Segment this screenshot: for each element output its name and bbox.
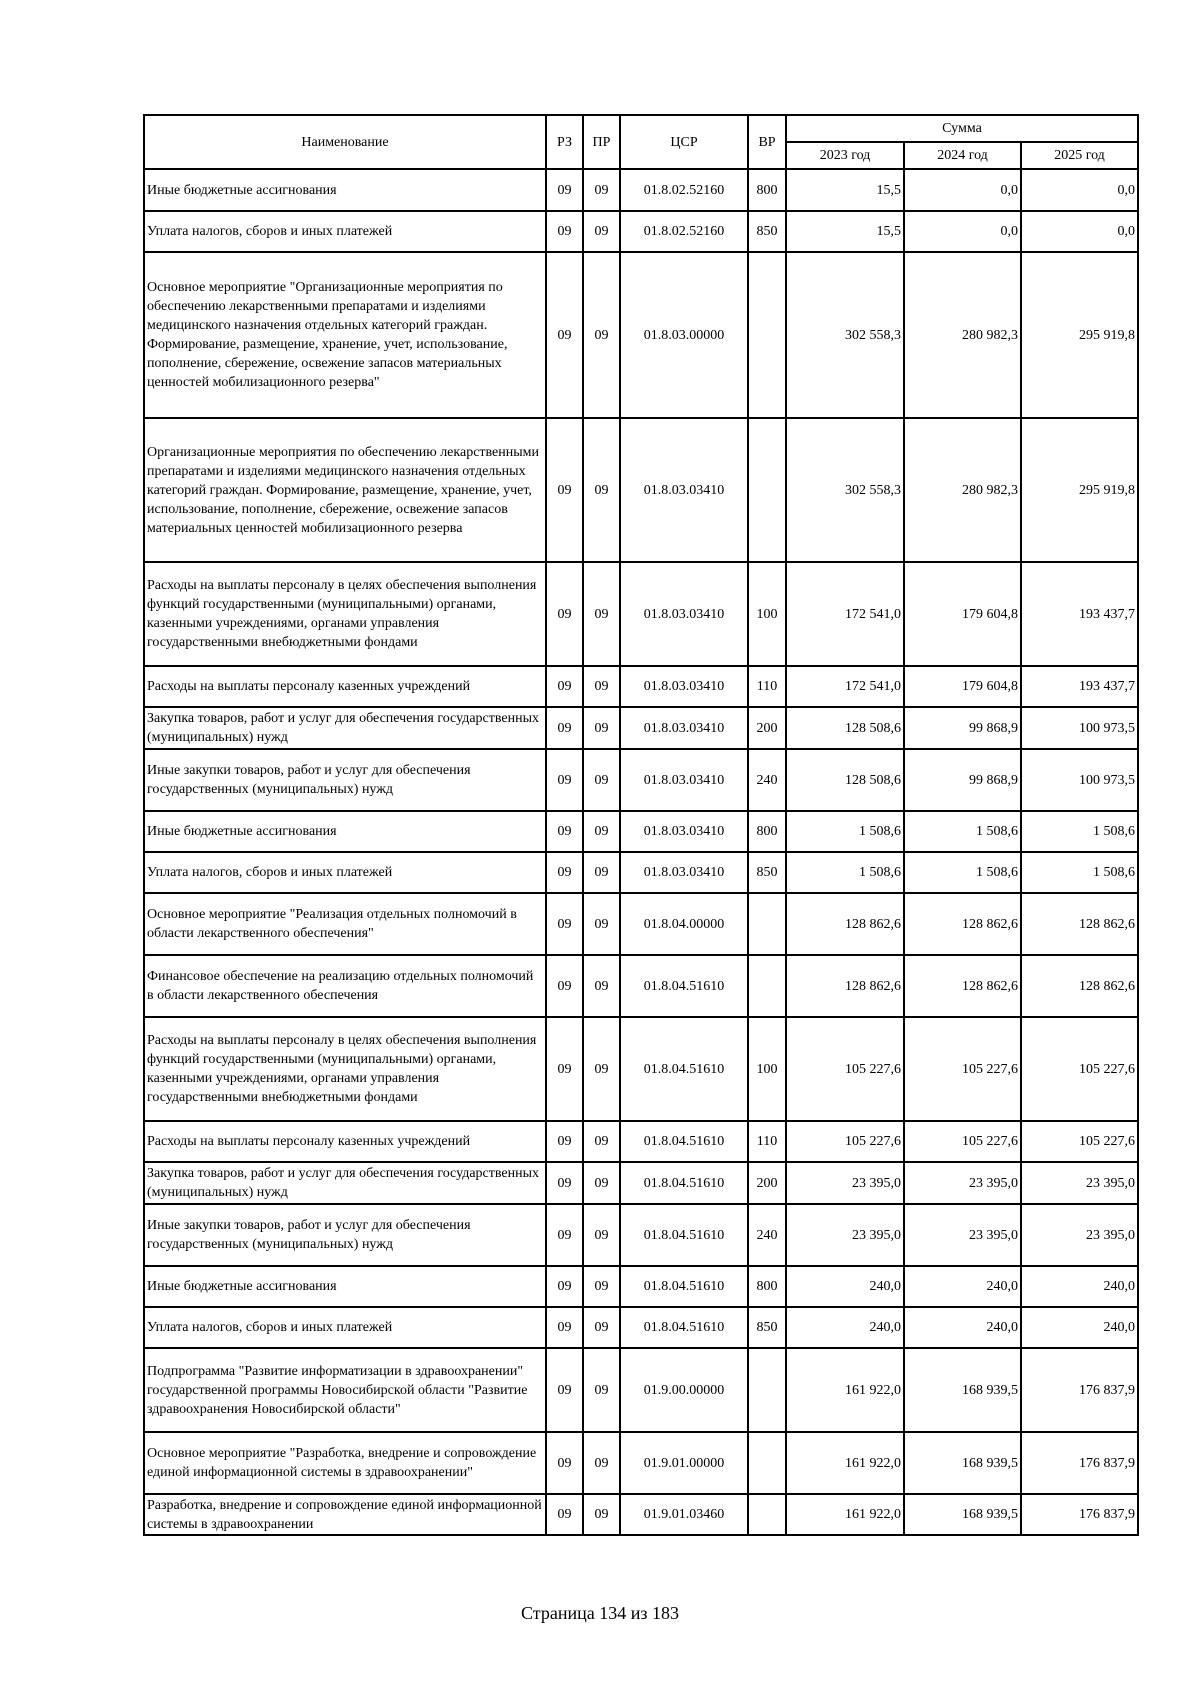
cell-csr: 01.8.03.03410 (620, 852, 748, 893)
cell-name: Иные бюджетные ассигнования (144, 169, 546, 211)
cell-sum-2025: 105 227,6 (1021, 1121, 1138, 1162)
cell-pr: 09 (583, 1307, 620, 1348)
cell-sum-2024: 168 939,5 (904, 1494, 1021, 1535)
cell-name: Иные бюджетные ассигнования (144, 811, 546, 852)
cell-csr: 01.8.03.03410 (620, 749, 748, 811)
cell-pr: 09 (583, 749, 620, 811)
cell-sum-2025: 193 437,7 (1021, 666, 1138, 707)
cell-sum-2024: 1 508,6 (904, 852, 1021, 893)
table-row (144, 1204, 1138, 1266)
cell-name: Расходы на выплаты персоналу казенных учреждений (144, 1121, 546, 1162)
cell-vr: 240 (748, 1204, 786, 1266)
cell-sum-2023: 172 541,0 (786, 666, 904, 707)
cell-sum-2024: 240,0 (904, 1266, 1021, 1307)
table-row (144, 666, 1138, 707)
cell-sum-2024: 168 939,5 (904, 1432, 1021, 1494)
cell-vr: 100 (748, 1017, 786, 1121)
cell-csr: 01.8.04.51610 (620, 1307, 748, 1348)
table-row (144, 252, 1138, 418)
header-sum: Сумма (786, 115, 1138, 142)
cell-sum-2024: 128 862,6 (904, 955, 1021, 1017)
cell-sum-2023: 240,0 (786, 1307, 904, 1348)
cell-csr: 01.9.00.00000 (620, 1348, 748, 1432)
cell-sum-2024: 99 868,9 (904, 749, 1021, 811)
header-year-2025: 2025 год (1021, 142, 1138, 169)
cell-name: Уплата налогов, сборов и иных платежей (144, 211, 546, 252)
cell-name: Организационные мероприятия по обеспечению лекарственными препаратами и изделиями медицинского назначения отдельных категорий граждан. Формирование, размещение, хранение, учет, использование, пополнение, сбережение, освежение запасов материальных ценностей мобилизационного резерва (144, 418, 546, 562)
cell-sum-2024: 179 604,8 (904, 562, 1021, 666)
cell-name: Финансовое обеспечение на реализацию отдельных полномочий в области лекарственного обеспечения (144, 955, 546, 1017)
cell-sum-2024: 280 982,3 (904, 252, 1021, 418)
cell-sum-2024: 99 868,9 (904, 707, 1021, 749)
cell-csr: 01.8.04.51610 (620, 1266, 748, 1307)
cell-pr: 09 (583, 1348, 620, 1432)
cell-rz: 09 (546, 955, 583, 1017)
cell-vr (748, 1348, 786, 1432)
cell-csr: 01.8.03.03410 (620, 562, 748, 666)
cell-vr: 200 (748, 1162, 786, 1204)
cell-csr: 01.8.04.51610 (620, 955, 748, 1017)
cell-pr: 09 (583, 211, 620, 252)
cell-sum-2023: 161 922,0 (786, 1348, 904, 1432)
table-row (144, 1266, 1138, 1307)
cell-sum-2024: 1 508,6 (904, 811, 1021, 852)
cell-name: Основное мероприятие "Организационные мероприятия по обеспечению лекарственными препаратами и изделиями медицинского назначения отдельных категорий граждан. Формирование, размещение, хранение, учет, использование, пополнение, сбережение, освежение запасов материальных ценностей мобилизационного резерва" (144, 252, 546, 418)
table-row (144, 1307, 1138, 1348)
cell-pr: 09 (583, 1266, 620, 1307)
header-year-2023: 2023 год (786, 142, 904, 169)
cell-sum-2024: 280 982,3 (904, 418, 1021, 562)
cell-rz: 09 (546, 666, 583, 707)
cell-pr: 09 (583, 1432, 620, 1494)
cell-csr: 01.8.03.03410 (620, 707, 748, 749)
cell-sum-2023: 240,0 (786, 1266, 904, 1307)
cell-csr: 01.8.04.51610 (620, 1162, 748, 1204)
cell-name: Разработка, внедрение и сопровождение единой информационной системы в здравоохранении (144, 1494, 546, 1535)
cell-rz: 09 (546, 1266, 583, 1307)
cell-pr: 09 (583, 1162, 620, 1204)
cell-sum-2023: 128 862,6 (786, 955, 904, 1017)
cell-rz: 09 (546, 1121, 583, 1162)
cell-sum-2025: 23 395,0 (1021, 1162, 1138, 1204)
header-pr: ПР (583, 115, 620, 169)
cell-vr: 850 (748, 211, 786, 252)
cell-pr: 09 (583, 1017, 620, 1121)
table-body (144, 169, 1138, 1535)
cell-vr (748, 1494, 786, 1535)
cell-vr: 850 (748, 1307, 786, 1348)
table-row (144, 955, 1138, 1017)
cell-vr (748, 252, 786, 418)
table-row (144, 1494, 1138, 1535)
cell-sum-2024: 0,0 (904, 169, 1021, 211)
cell-pr: 09 (583, 852, 620, 893)
cell-pr: 09 (583, 1204, 620, 1266)
cell-sum-2025: 1 508,6 (1021, 852, 1138, 893)
cell-pr: 09 (583, 666, 620, 707)
cell-sum-2023: 105 227,6 (786, 1017, 904, 1121)
cell-vr: 110 (748, 1121, 786, 1162)
cell-sum-2025: 128 862,6 (1021, 955, 1138, 1017)
cell-csr: 01.8.03.03410 (620, 811, 748, 852)
cell-csr: 01.8.04.51610 (620, 1017, 748, 1121)
cell-sum-2023: 128 862,6 (786, 893, 904, 955)
cell-pr: 09 (583, 418, 620, 562)
table-row (144, 852, 1138, 893)
cell-sum-2025: 240,0 (1021, 1307, 1138, 1348)
cell-sum-2025: 100 973,5 (1021, 707, 1138, 749)
cell-sum-2023: 105 227,6 (786, 1121, 904, 1162)
cell-sum-2023: 172 541,0 (786, 562, 904, 666)
cell-sum-2025: 240,0 (1021, 1266, 1138, 1307)
cell-rz: 09 (546, 211, 583, 252)
cell-rz: 09 (546, 1017, 583, 1121)
cell-vr: 800 (748, 1266, 786, 1307)
cell-sum-2023: 15,5 (786, 169, 904, 211)
cell-sum-2024: 128 862,6 (904, 893, 1021, 955)
cell-pr: 09 (583, 811, 620, 852)
cell-pr: 09 (583, 893, 620, 955)
cell-pr: 09 (583, 562, 620, 666)
cell-rz: 09 (546, 418, 583, 562)
cell-sum-2025: 193 437,7 (1021, 562, 1138, 666)
cell-name: Подпрограмма "Развитие информатизации в здравоохранении" государственной программы Новосибирской области "Развитие здравоохранения Новосибирской области" (144, 1348, 546, 1432)
cell-sum-2025: 176 837,9 (1021, 1494, 1138, 1535)
cell-sum-2023: 128 508,6 (786, 707, 904, 749)
cell-name: Иные бюджетные ассигнования (144, 1266, 546, 1307)
cell-csr: 01.8.04.51610 (620, 1121, 748, 1162)
cell-csr: 01.9.01.00000 (620, 1432, 748, 1494)
page-number: Страница 134 из 183 (521, 1603, 679, 1623)
cell-csr: 01.9.01.03460 (620, 1494, 748, 1535)
cell-vr: 200 (748, 707, 786, 749)
cell-pr: 09 (583, 1494, 620, 1535)
table-row (144, 811, 1138, 852)
cell-rz: 09 (546, 749, 583, 811)
cell-sum-2023: 161 922,0 (786, 1494, 904, 1535)
cell-vr: 240 (748, 749, 786, 811)
header-year-2024: 2024 год (904, 142, 1021, 169)
cell-sum-2025: 0,0 (1021, 211, 1138, 252)
cell-rz: 09 (546, 1348, 583, 1432)
cell-sum-2025: 176 837,9 (1021, 1348, 1138, 1432)
cell-rz: 09 (546, 1432, 583, 1494)
cell-name: Закупка товаров, работ и услуг для обеспечения государственных (муниципальных) нужд (144, 1162, 546, 1204)
cell-name: Закупка товаров, работ и услуг для обеспечения государственных (муниципальных) нужд (144, 707, 546, 749)
cell-vr (748, 893, 786, 955)
cell-sum-2024: 179 604,8 (904, 666, 1021, 707)
cell-sum-2025: 295 919,8 (1021, 418, 1138, 562)
table-row (144, 169, 1138, 211)
table-row (144, 749, 1138, 811)
header-name: Наименование (144, 115, 546, 169)
cell-sum-2025: 176 837,9 (1021, 1432, 1138, 1494)
cell-sum-2025: 23 395,0 (1021, 1204, 1138, 1266)
cell-pr: 09 (583, 252, 620, 418)
cell-rz: 09 (546, 169, 583, 211)
cell-name: Уплата налогов, сборов и иных платежей (144, 1307, 546, 1348)
cell-rz: 09 (546, 562, 583, 666)
table-row (144, 1162, 1138, 1204)
header-rz: РЗ (546, 115, 583, 169)
table-row (144, 211, 1138, 252)
cell-csr: 01.8.03.03410 (620, 666, 748, 707)
cell-sum-2024: 168 939,5 (904, 1348, 1021, 1432)
cell-sum-2024: 105 227,6 (904, 1017, 1021, 1121)
cell-sum-2025: 128 862,6 (1021, 893, 1138, 955)
cell-sum-2025: 100 973,5 (1021, 749, 1138, 811)
table-row (144, 562, 1138, 666)
cell-name: Уплата налогов, сборов и иных платежей (144, 852, 546, 893)
cell-sum-2023: 23 395,0 (786, 1162, 904, 1204)
cell-name: Расходы на выплаты персоналу в целях обеспечения выполнения функций государственными (муниципальными) органами, казенными учреждениями, органами управления государственными внебюджетными фондами (144, 562, 546, 666)
cell-vr (748, 418, 786, 562)
cell-sum-2025: 295 919,8 (1021, 252, 1138, 418)
cell-sum-2023: 23 395,0 (786, 1204, 904, 1266)
cell-sum-2025: 1 508,6 (1021, 811, 1138, 852)
cell-sum-2024: 0,0 (904, 211, 1021, 252)
cell-rz: 09 (546, 1204, 583, 1266)
cell-vr: 100 (748, 562, 786, 666)
cell-sum-2023: 1 508,6 (786, 852, 904, 893)
header-vr: ВР (748, 115, 786, 169)
table-row (144, 1121, 1138, 1162)
cell-vr (748, 955, 786, 1017)
table-row (144, 1017, 1138, 1121)
cell-csr: 01.8.03.00000 (620, 252, 748, 418)
cell-csr: 01.8.02.52160 (620, 169, 748, 211)
budget-table (143, 114, 1139, 1536)
cell-vr: 110 (748, 666, 786, 707)
cell-rz: 09 (546, 707, 583, 749)
cell-sum-2023: 1 508,6 (786, 811, 904, 852)
cell-vr: 850 (748, 852, 786, 893)
cell-sum-2023: 302 558,3 (786, 252, 904, 418)
table-row (144, 418, 1138, 562)
table-row (144, 1432, 1138, 1494)
table-row (144, 893, 1138, 955)
cell-name: Иные закупки товаров, работ и услуг для обеспечения государственных (муниципальных) нужд (144, 749, 546, 811)
cell-pr: 09 (583, 955, 620, 1017)
cell-csr: 01.8.02.52160 (620, 211, 748, 252)
cell-sum-2023: 128 508,6 (786, 749, 904, 811)
table-row (144, 707, 1138, 749)
cell-rz: 09 (546, 893, 583, 955)
cell-sum-2025: 105 227,6 (1021, 1017, 1138, 1121)
cell-sum-2024: 105 227,6 (904, 1121, 1021, 1162)
cell-csr: 01.8.04.51610 (620, 1204, 748, 1266)
cell-rz: 09 (546, 1162, 583, 1204)
cell-pr: 09 (583, 1121, 620, 1162)
cell-rz: 09 (546, 811, 583, 852)
cell-csr: 01.8.04.00000 (620, 893, 748, 955)
cell-sum-2024: 23 395,0 (904, 1162, 1021, 1204)
cell-vr: 800 (748, 811, 786, 852)
header-csr: ЦСР (620, 115, 748, 169)
cell-pr: 09 (583, 169, 620, 211)
cell-sum-2023: 161 922,0 (786, 1432, 904, 1494)
cell-sum-2024: 23 395,0 (904, 1204, 1021, 1266)
cell-sum-2023: 15,5 (786, 211, 904, 252)
cell-rz: 09 (546, 1307, 583, 1348)
cell-name: Основное мероприятие "Реализация отдельных полномочий в области лекарственного обеспечения" (144, 893, 546, 955)
cell-name: Расходы на выплаты персоналу казенных учреждений (144, 666, 546, 707)
cell-vr: 800 (748, 169, 786, 211)
cell-vr (748, 1432, 786, 1494)
table-row (144, 1348, 1138, 1432)
cell-rz: 09 (546, 252, 583, 418)
cell-csr: 01.8.03.03410 (620, 418, 748, 562)
cell-name: Основное мероприятие "Разработка, внедрение и сопровождение единой информационной системы в здравоохранении" (144, 1432, 546, 1494)
cell-name: Иные закупки товаров, работ и услуг для обеспечения государственных (муниципальных) нужд (144, 1204, 546, 1266)
cell-sum-2024: 240,0 (904, 1307, 1021, 1348)
cell-pr: 09 (583, 707, 620, 749)
cell-sum-2023: 302 558,3 (786, 418, 904, 562)
cell-rz: 09 (546, 1494, 583, 1535)
cell-sum-2025: 0,0 (1021, 169, 1138, 211)
cell-rz: 09 (546, 852, 583, 893)
cell-name: Расходы на выплаты персоналу в целях обеспечения выполнения функций государственными (муниципальными) органами, казенными учреждениями, органами управления государственными внебюджетными фондами (144, 1017, 546, 1121)
